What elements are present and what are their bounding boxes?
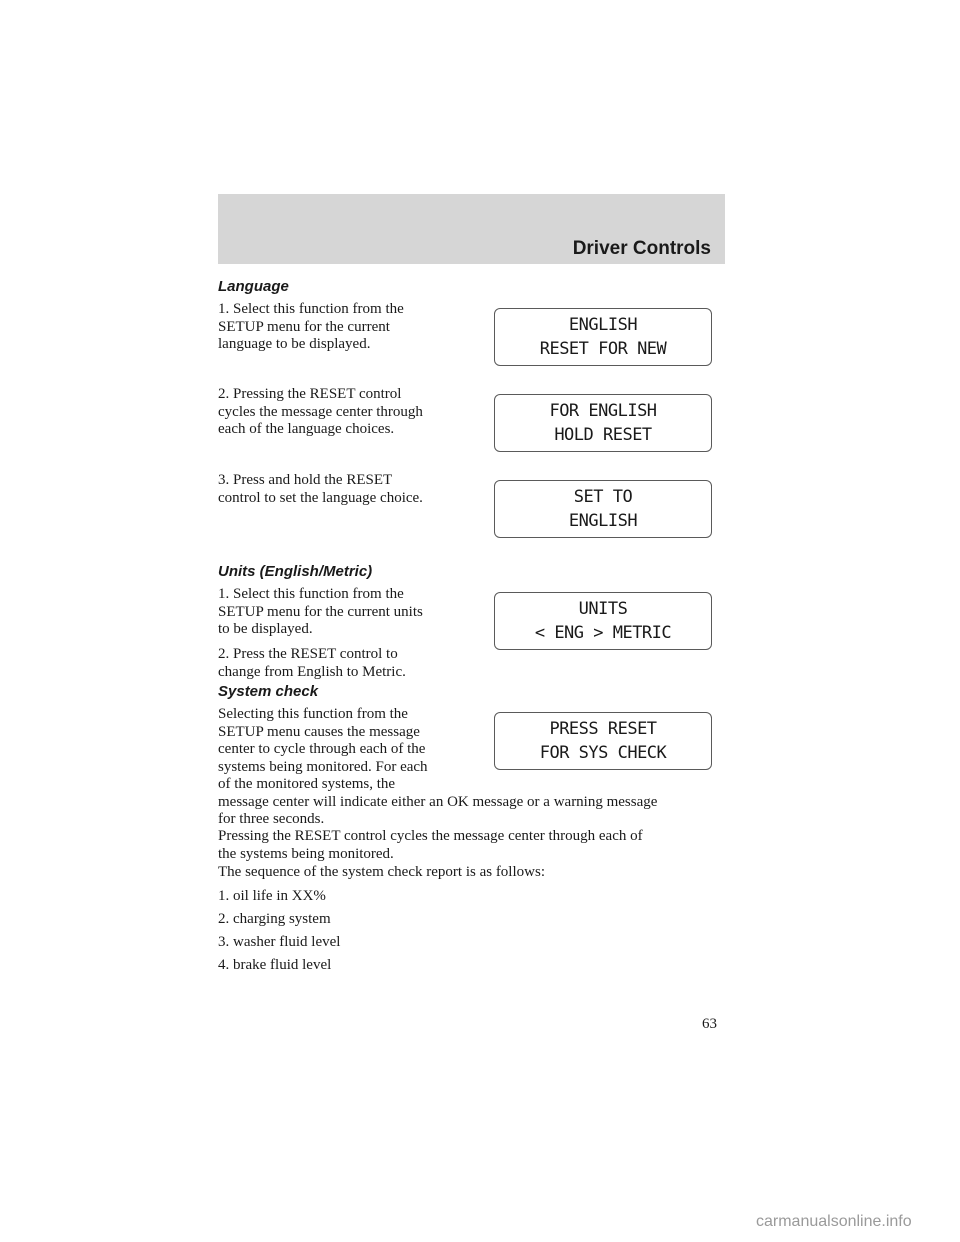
display-line-2: < ENG > METRIC <box>534 623 672 643</box>
display-line-1: SET TO <box>573 487 633 507</box>
display-line-1: FOR ENGLISH <box>549 401 657 421</box>
system-check-paragraph-2: Pressing the RESET control cycles the message center through each of the systems being monitored. <box>218 828 643 862</box>
system-check-heading: System check <box>218 683 319 700</box>
display-line-2: RESET FOR NEW <box>539 339 667 359</box>
message-display-units <box>494 592 712 650</box>
display-line-2: ENGLISH <box>568 511 638 531</box>
message-display-set-to <box>494 480 712 538</box>
units-step-2: 2. Press the RESET control to change from English to Metric. <box>218 646 406 680</box>
language-step-1: 1. Select this function from the SETUP menu for the current language to be displayed. <box>218 301 404 352</box>
display-line-2: FOR SYS CHECK <box>539 743 667 763</box>
message-display-for-english <box>494 394 712 452</box>
section-title: Driver Controls <box>572 238 711 259</box>
message-display-press-reset <box>494 712 712 770</box>
system-check-paragraph-3: The sequence of the system check report is as follows: <box>218 864 545 880</box>
units-heading: Units (English/Metric) <box>218 563 373 580</box>
message-display-english <box>494 308 712 366</box>
watermark: carmanualsonline.info <box>756 1213 912 1230</box>
display-line-1: UNITS <box>578 599 628 619</box>
system-check-paragraph-1: Selecting this function from the SETUP menu causes the message center to cycle through each of the systems being monitored. For each of the monitored systems, the message center will indicate either an OK message or a warning message for three seconds. <box>218 706 658 827</box>
language-heading: Language <box>218 278 289 295</box>
list-item: 4. brake fluid level <box>218 957 332 973</box>
page-number: 63 <box>702 1016 717 1032</box>
display-line-1: ENGLISH <box>568 315 638 335</box>
list-item: 3. washer fluid level <box>218 934 341 950</box>
language-step-2: 2. Pressing the RESET control cycles the message center through each of the language choices. <box>218 386 423 437</box>
language-step-3: 3. Press and hold the RESET control to set the language choice. <box>218 472 423 506</box>
list-item: 2. charging system <box>218 911 331 927</box>
display-line-2: HOLD RESET <box>554 425 652 445</box>
units-step-1: 1. Select this function from the SETUP menu for the current units to be displayed. <box>218 586 423 637</box>
header-band <box>218 194 725 264</box>
list-item: 1. oil life in XX% <box>218 888 326 904</box>
display-line-1: PRESS RESET <box>549 719 657 739</box>
